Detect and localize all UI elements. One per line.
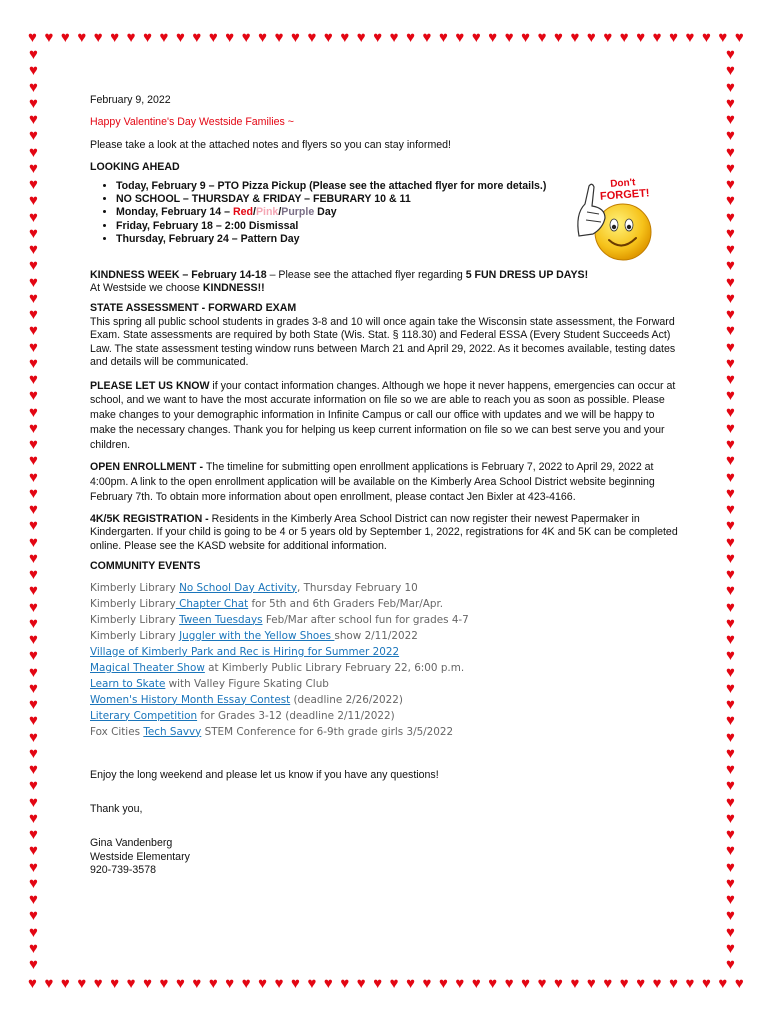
slash: /: [252, 206, 256, 219]
slash: /: [278, 206, 282, 219]
heart-icon: ♥: [77, 975, 87, 992]
heart-icon: ♥: [726, 273, 735, 291]
heart-icon: ♥: [159, 975, 169, 992]
enrollment-section: [90, 460, 680, 504]
heart-icon: ♥: [726, 78, 735, 96]
list-item: • Thursday, February 24 – Pattern Day: [116, 233, 556, 246]
heart-icon: ♥: [29, 111, 38, 128]
heart-icon: ♥: [726, 403, 735, 421]
heart-icon: ♥: [471, 29, 481, 46]
heart-icon: ♥: [60, 975, 70, 992]
heart-icon: ♥: [29, 452, 38, 470]
purple-word: Purple: [281, 206, 315, 219]
heart-icon: ♥: [389, 29, 399, 46]
heart-icon: ♥: [455, 29, 465, 46]
heart-icon: ♥: [726, 419, 735, 437]
kindness-text-2: At Westside we choose: [90, 282, 203, 295]
heart-icon: ♥: [29, 468, 38, 486]
heart-icon: ♥: [29, 566, 38, 583]
event-text: Kimberly Library: [90, 613, 180, 626]
heart-icon: ♥: [29, 517, 38, 535]
heart-icon: ♥: [726, 289, 735, 307]
list-item: [90, 724, 680, 740]
heart-icon: ♥: [29, 501, 38, 518]
heart-icon: ♥: [28, 29, 37, 46]
event-link[interactable]: Chapter Chat: [175, 597, 249, 610]
heart-border-right: [726, 47, 735, 972]
heart-icon: ♥: [29, 419, 38, 437]
event-text: Kimberly Library: [90, 629, 180, 642]
heart-icon: ♥: [29, 94, 38, 112]
heart-icon: ♥: [726, 956, 735, 973]
heart-icon: ♥: [340, 29, 350, 46]
registration-body: Residents in the Kimberly Area School District can now register their newest Papermaker in Kindergarten. If your child is going to be 4 or 5 years old by September 1, 2022, registrations for 4K and 5K can be completed online. Please see the KASD website for additional information.: [90, 512, 678, 552]
assessment-heading: STATE ASSESSMENT - FORWARD EXAM: [90, 302, 297, 315]
red-word: Red: [232, 206, 253, 219]
heart-icon: ♥: [29, 956, 38, 973]
heart-icon: ♥: [726, 939, 735, 957]
list-item: [90, 644, 680, 660]
heart-icon: ♥: [726, 598, 735, 616]
heart-icon: ♥: [726, 338, 735, 356]
heart-icon: ♥: [521, 975, 531, 992]
heart-icon: ♥: [726, 923, 735, 941]
heart-icon: ♥: [29, 631, 38, 648]
heart-icon: ♥: [726, 761, 735, 778]
event-link[interactable]: No School Day Activity: [179, 581, 297, 594]
heart-icon: ♥: [29, 923, 38, 941]
heart-icon: ♥: [726, 387, 735, 405]
event-text: for Grades 3-12 (deadline 2/11/2022): [197, 709, 395, 722]
heart-icon: ♥: [274, 975, 284, 992]
heart-icon: ♥: [726, 208, 735, 226]
heart-icon: ♥: [726, 306, 735, 323]
heart-icon: ♥: [29, 257, 38, 275]
heart-icon: ♥: [208, 29, 218, 46]
heart-icon: ♥: [488, 29, 498, 46]
community-section: [90, 560, 680, 739]
heart-icon: ♥: [29, 176, 38, 193]
heart-icon: ♥: [438, 29, 448, 46]
heart-icon: ♥: [29, 939, 38, 957]
heart-icon: ♥: [29, 387, 38, 405]
heart-icon: ♥: [29, 647, 38, 665]
heart-icon: ♥: [726, 224, 735, 242]
heart-icon: ♥: [44, 975, 54, 992]
heart-icon: ♥: [340, 975, 350, 992]
heart-icon: ♥: [258, 29, 268, 46]
heart-icon: ♥: [208, 975, 218, 992]
heart-icon: ♥: [726, 566, 735, 583]
heart-icon: ♥: [586, 29, 596, 46]
heart-icon: ♥: [323, 29, 333, 46]
list-item: [90, 708, 680, 724]
heart-icon: ♥: [726, 371, 735, 388]
heart-icon: ♥: [726, 452, 735, 470]
heart-icon: ♥: [110, 29, 120, 46]
letter-date: February 9, 2022: [90, 94, 171, 106]
heart-icon: ♥: [718, 975, 728, 992]
heart-icon: ♥: [175, 29, 185, 46]
heart-icon: ♥: [422, 975, 432, 992]
heart-icon: ♥: [29, 761, 38, 778]
event-text: (deadline 2/26/2022): [290, 693, 403, 706]
heart-icon: ♥: [726, 176, 735, 193]
heart-icon: ♥: [44, 29, 54, 46]
heart-icon: ♥: [422, 29, 432, 46]
heart-icon: ♥: [669, 975, 678, 992]
heart-icon: ♥: [29, 273, 38, 291]
contact-section: [90, 379, 680, 453]
kindness-heading: KINDNESS WEEK – February 14-18: [90, 268, 267, 281]
registration-section: [90, 513, 680, 553]
heart-icon: ♥: [726, 874, 735, 892]
heart-icon: ♥: [726, 533, 735, 551]
heart-icon: ♥: [570, 975, 580, 992]
heart-icon: ♥: [570, 29, 580, 46]
heart-icon: ♥: [406, 975, 415, 992]
heart-icon: ♥: [701, 29, 711, 46]
list-item: [90, 660, 680, 676]
event-link[interactable]: Tween Tuesdays: [179, 613, 263, 626]
heart-icon: ♥: [718, 29, 728, 46]
heart-icon: ♥: [455, 975, 465, 992]
list-item: [90, 692, 680, 708]
heart-icon: ♥: [77, 29, 87, 46]
heart-icon: ♥: [685, 975, 695, 992]
heart-icon: ♥: [29, 858, 38, 876]
heart-icon: ♥: [241, 975, 251, 992]
heart-icon: ♥: [258, 975, 268, 992]
heart-icon: ♥: [652, 975, 662, 992]
intro-text: Please take a look at the attached notes and flyers so you can stay informed!: [90, 138, 451, 151]
letter-body: [90, 94, 680, 878]
heart-icon: ♥: [307, 29, 317, 46]
heart-icon: ♥: [29, 322, 38, 340]
heart-icon: ♥: [29, 46, 38, 63]
signature-school: Westside Elementary: [90, 850, 190, 863]
thanks-text: Thank you,: [90, 802, 143, 815]
heart-icon: ♥: [274, 29, 284, 46]
heart-icon: ♥: [488, 975, 498, 992]
list-item: [90, 628, 680, 644]
heart-icon: ♥: [726, 777, 735, 795]
heart-icon: ♥: [29, 696, 38, 713]
heart-icon: ♥: [389, 975, 399, 992]
heart-icon: ♥: [726, 62, 735, 80]
list-item: [90, 580, 680, 596]
list-item: • Friday, February 18 – 2:00 Dismissal: [116, 220, 556, 233]
heart-icon: ♥: [726, 46, 735, 63]
heart-icon: ♥: [586, 975, 596, 992]
heart-icon: ♥: [726, 842, 735, 860]
heart-icon: ♥: [29, 143, 38, 161]
heart-icon: ♥: [29, 891, 38, 908]
signature-phone: 920-739-3578: [90, 864, 156, 877]
heart-icon: ♥: [192, 29, 202, 46]
heart-icon: ♥: [29, 598, 38, 616]
heart-icon: ♥: [29, 907, 38, 925]
looking-ahead-heading: LOOKING AHEAD: [90, 161, 180, 174]
heart-icon: ♥: [537, 29, 547, 46]
heart-icon: ♥: [126, 29, 136, 46]
heart-border-top: [28, 30, 744, 45]
registration-heading: 4K/5K REGISTRATION -: [90, 512, 212, 525]
heart-icon: ♥: [554, 975, 563, 992]
heart-icon: ♥: [225, 29, 235, 46]
event-text: with Valley Figure Skating Club: [165, 677, 329, 690]
heart-icon: ♥: [307, 975, 317, 992]
heart-icon: ♥: [29, 874, 38, 892]
kindness-section: [90, 269, 680, 296]
event-text: Feb/Mar after school fun for grades 4-7: [262, 613, 469, 626]
heart-icon: ♥: [726, 159, 735, 177]
heart-icon: ♥: [29, 549, 38, 567]
event-text: show 2/11/2022: [334, 629, 418, 642]
heart-icon: ♥: [93, 29, 103, 46]
heart-icon: ♥: [726, 501, 735, 518]
heart-icon: ♥: [29, 728, 38, 746]
heart-icon: ♥: [726, 257, 735, 275]
heart-icon: ♥: [504, 975, 514, 992]
signature: [90, 837, 680, 877]
heart-icon: ♥: [669, 29, 678, 46]
list-item: [90, 676, 680, 692]
event-text: at Kimberly Public Library February 22, 6:00 p.m.: [204, 661, 465, 674]
heart-icon: ♥: [29, 436, 38, 453]
heart-icon: ♥: [726, 322, 735, 340]
looking-ahead-list: [90, 180, 680, 247]
pink-word: Pink: [255, 206, 279, 219]
heart-icon: ♥: [726, 907, 735, 925]
list-item: [90, 596, 680, 612]
heart-icon: ♥: [225, 975, 235, 992]
heart-icon: ♥: [726, 549, 735, 567]
enrollment-body: The timeline for submitting open enrollment applications is February 7, 2022 to April 29, 2022 at 4:00pm. A link to the open enrollment application will be available on the Kimberly Area School District website beginning February 7th. To obtain more information about open enrollment, please contact Jen Bixler at 423-4166.: [90, 461, 655, 504]
list-item: [116, 206, 556, 219]
heart-icon: ♥: [29, 826, 38, 843]
heart-icon: ♥: [93, 975, 103, 992]
svg-text:Don't: Don't: [609, 177, 636, 190]
heart-icon: ♥: [29, 306, 38, 323]
heart-icon: ♥: [726, 744, 735, 762]
heart-icon: ♥: [291, 975, 300, 992]
signature-name: Gina Vandenberg: [90, 837, 173, 850]
heart-icon: ♥: [29, 159, 38, 177]
heart-icon: ♥: [726, 94, 735, 112]
heart-icon: ♥: [29, 793, 38, 811]
heart-icon: ♥: [504, 29, 514, 46]
heart-icon: ♥: [356, 29, 366, 46]
event-link[interactable]: Learn to Skate: [90, 677, 166, 690]
heart-icon: ♥: [356, 975, 366, 992]
heart-icon: ♥: [726, 517, 735, 535]
heart-icon: ♥: [29, 842, 38, 860]
heart-icon: ♥: [241, 29, 251, 46]
heart-border-bottom: [28, 976, 744, 991]
heart-icon: ♥: [29, 582, 38, 600]
heart-icon: ♥: [406, 29, 415, 46]
community-events-list: [90, 580, 680, 740]
event-text: Kimberly Library: [90, 581, 180, 594]
monday-suffix: Day: [314, 206, 337, 219]
assessment-body: This spring all public school students in grades 3-8 and 10 will once again take the Wisconsin state assessment, the Forward Exam. State assessments are required by both State (Wis. Stat. § 118.30) and Federal ESSA (Every Student Succeeds Act) Law. The state assessment testing window runs between March 21 and April 29, 2022. As it becomes available, testing dates and details will be communicated.: [90, 315, 676, 369]
greeting: Happy Valentine's Day Westside Families ~: [90, 116, 294, 129]
heart-icon: ♥: [143, 975, 152, 992]
monday-prefix: Monday, February 14 –: [116, 206, 233, 219]
heart-icon: ♥: [603, 29, 613, 46]
event-text: Kimberly Library: [90, 597, 176, 610]
event-link[interactable]: Magical Theater Show: [90, 661, 205, 674]
heart-icon: ♥: [652, 29, 662, 46]
heart-icon: ♥: [29, 78, 38, 96]
heart-icon: ♥: [29, 403, 38, 421]
heart-border-left: [29, 47, 38, 972]
heart-icon: ♥: [29, 127, 38, 145]
heart-icon: ♥: [734, 29, 744, 46]
heart-icon: ♥: [29, 679, 38, 697]
heart-icon: ♥: [726, 143, 735, 161]
closing-text: Enjoy the long weekend and please let us know if you have any questions!: [90, 768, 439, 781]
heart-icon: ♥: [29, 712, 38, 730]
heart-icon: ♥: [726, 631, 735, 648]
list-item: • Today, February 9 – PTO Pizza Pickup (Please see the attached flyer for more details.): [116, 180, 556, 193]
event-link[interactable]: Literary Competition: [90, 709, 198, 722]
heart-icon: ♥: [619, 975, 629, 992]
heart-icon: ♥: [126, 975, 136, 992]
heart-icon: ♥: [29, 809, 38, 827]
event-text: for 5th and 6th Graders Feb/Mar/Apr.: [248, 597, 444, 610]
heart-icon: ♥: [373, 975, 383, 992]
heart-icon: ♥: [29, 744, 38, 762]
contact-body: if your contact information changes. Although we hope it never happens, emergencies can occur at school, and we want to have the most accurate information on file so we are able to reach you as soon as possible. Please make changes to your demographic information in Infinite Campus or call our office with updates and we will be happy to make the necessary changes. Thank you for helping us keep current information on file so we can best serve you and your children.: [90, 379, 676, 451]
heart-icon: ♥: [29, 614, 38, 632]
event-link[interactable]: Tech Savvy: [143, 725, 202, 738]
heart-icon: ♥: [726, 826, 735, 843]
enrollment-heading: OPEN ENROLLMENT -: [90, 461, 206, 474]
heart-icon: ♥: [29, 208, 38, 226]
heart-icon: ♥: [726, 111, 735, 128]
contact-heading: PLEASE LET US KNOW: [90, 379, 210, 392]
event-link[interactable]: Village of Kimberly Park and Rec is Hiring for Summer 2022: [90, 645, 400, 658]
heart-icon: ♥: [29, 289, 38, 307]
heart-icon: ♥: [28, 975, 37, 992]
heart-icon: ♥: [159, 29, 169, 46]
heart-icon: ♥: [726, 614, 735, 632]
heart-icon: ♥: [29, 224, 38, 242]
heart-icon: ♥: [323, 975, 333, 992]
heart-icon: ♥: [726, 127, 735, 145]
list-item: • NO SCHOOL – THURSDAY & FRIDAY – FEBURARY 10 & 11: [116, 193, 556, 206]
heart-icon: ♥: [726, 436, 735, 453]
heart-icon: ♥: [726, 858, 735, 876]
svg-text:FORGET!: FORGET!: [599, 187, 650, 203]
heart-icon: ♥: [521, 29, 531, 46]
heart-icon: ♥: [291, 29, 300, 46]
heart-icon: ♥: [726, 582, 735, 600]
heart-icon: ♥: [192, 975, 202, 992]
heart-icon: ♥: [603, 975, 613, 992]
kindness-text: – Please see the attached flyer regarding: [266, 268, 466, 281]
list-item: [90, 612, 680, 628]
heart-icon: ♥: [143, 29, 152, 46]
event-link[interactable]: Women's History Month Essay Contest: [90, 693, 291, 706]
heart-icon: ♥: [29, 663, 38, 681]
heart-icon: ♥: [636, 29, 646, 46]
heart-icon: ♥: [29, 192, 38, 210]
kindness-word: KINDNESS!!: [202, 282, 265, 295]
heart-icon: ♥: [726, 663, 735, 681]
heart-icon: ♥: [110, 975, 120, 992]
heart-icon: ♥: [29, 484, 38, 502]
heart-icon: ♥: [29, 371, 38, 388]
event-link[interactable]: Juggler with the Yellow Shoes: [179, 629, 335, 642]
heart-icon: ♥: [471, 975, 481, 992]
heart-icon: ♥: [29, 241, 38, 258]
event-text: STEM Conference for 6-9th grade girls 3/5/2022: [201, 725, 454, 738]
heart-icon: ♥: [537, 975, 547, 992]
heart-icon: ♥: [554, 29, 563, 46]
heart-icon: ♥: [726, 712, 735, 730]
heart-icon: ♥: [726, 891, 735, 908]
heart-icon: ♥: [726, 809, 735, 827]
heart-icon: ♥: [636, 975, 646, 992]
heart-icon: ♥: [29, 354, 38, 372]
heart-icon: ♥: [175, 975, 185, 992]
heart-icon: ♥: [619, 29, 629, 46]
heart-icon: ♥: [726, 192, 735, 210]
heart-icon: ♥: [685, 29, 695, 46]
heart-icon: ♥: [726, 679, 735, 697]
event-text: Fox Cities: [90, 725, 144, 738]
heart-icon: ♥: [726, 647, 735, 665]
heart-icon: ♥: [726, 468, 735, 486]
heart-icon: ♥: [701, 975, 711, 992]
heart-icon: ♥: [726, 241, 735, 258]
heart-icon: ♥: [726, 354, 735, 372]
heart-icon: ♥: [373, 29, 383, 46]
heart-icon: ♥: [438, 975, 448, 992]
heart-icon: ♥: [29, 777, 38, 795]
heart-icon: ♥: [29, 338, 38, 356]
assessment-section: [90, 302, 680, 369]
heart-icon: ♥: [726, 793, 735, 811]
heart-icon: ♥: [734, 975, 744, 992]
heart-icon: ♥: [29, 62, 38, 80]
community-heading: COMMUNITY EVENTS: [90, 560, 201, 573]
event-text: , Thursday February 10: [296, 581, 418, 594]
heart-icon: ♥: [726, 484, 735, 502]
heart-icon: ♥: [60, 29, 70, 46]
dress-up-days: 5 FUN DRESS UP DAYS!: [465, 268, 589, 281]
heart-icon: ♥: [726, 728, 735, 746]
heart-icon: ♥: [29, 533, 38, 551]
heart-icon: ♥: [726, 696, 735, 713]
